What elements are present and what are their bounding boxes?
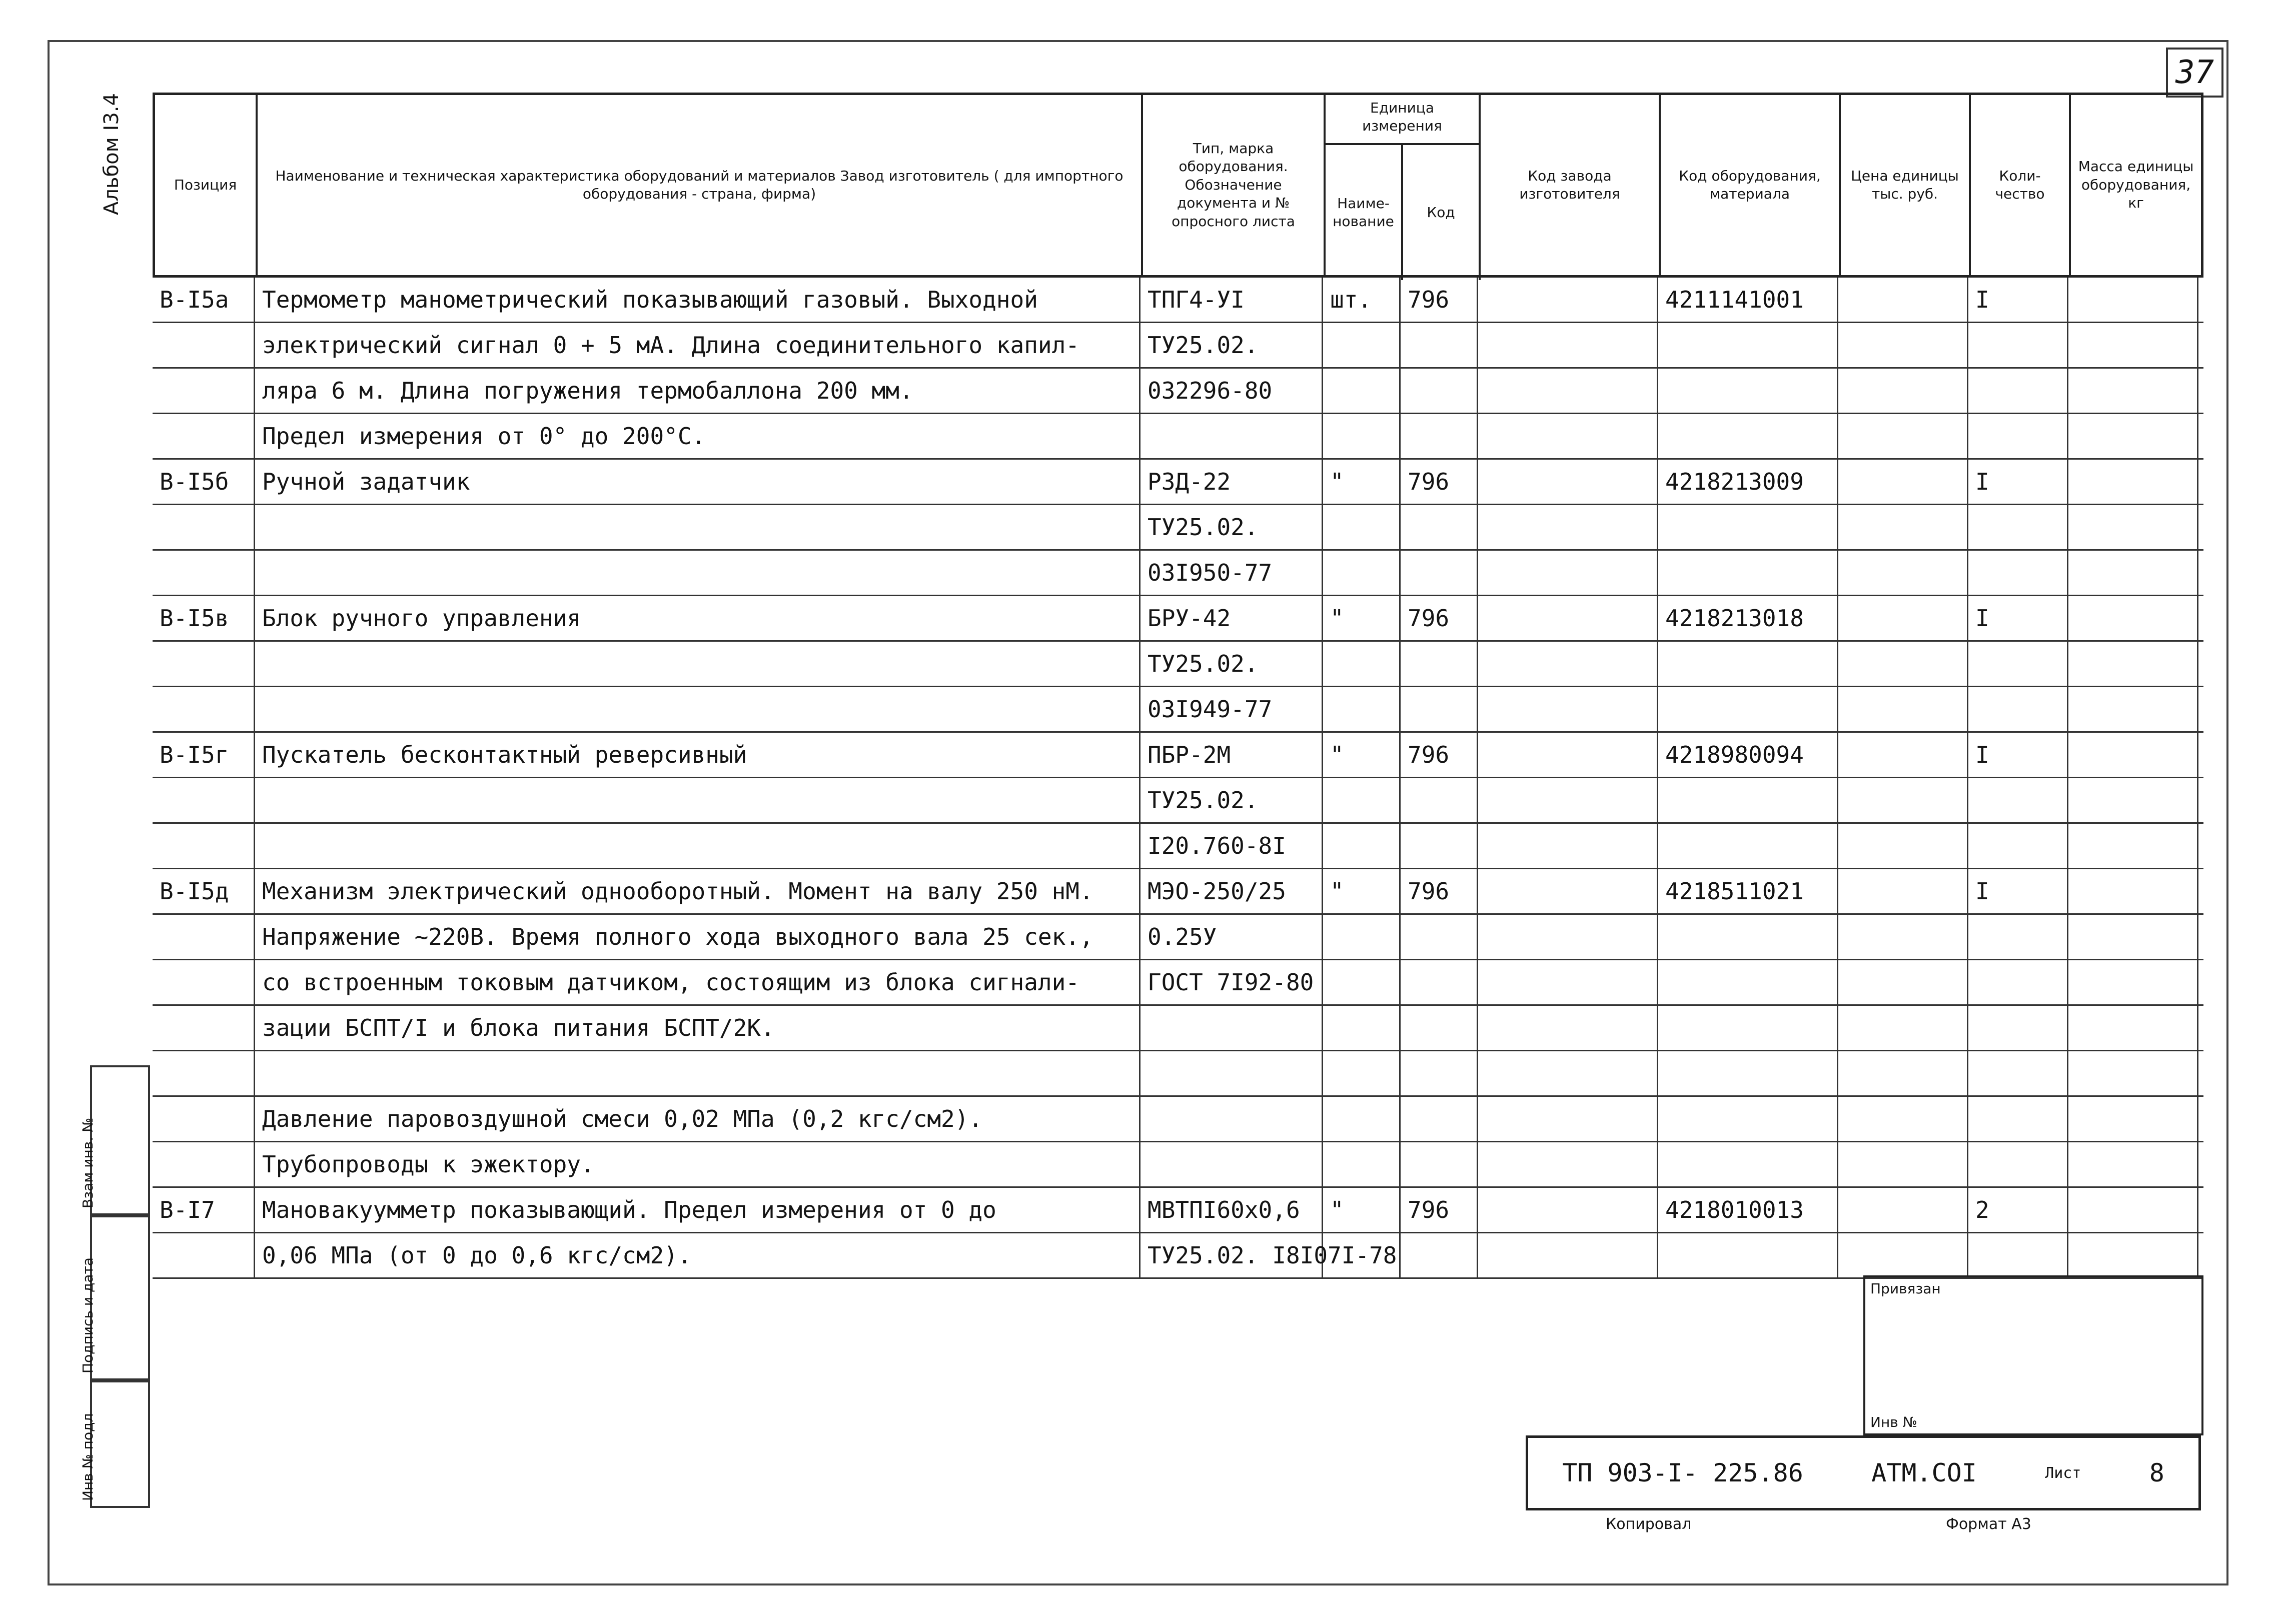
- cell-code: [1401, 323, 1478, 367]
- cell-type: РЗД-22: [1141, 460, 1323, 504]
- cell-equip: 4218213018: [1658, 596, 1838, 640]
- cell-mass: [2068, 1006, 2198, 1050]
- cell-price: [1838, 1233, 1968, 1277]
- cell-mass: [2068, 369, 2198, 413]
- cell-type: 03I950-77: [1141, 551, 1323, 595]
- cell-unit: шт.: [1323, 278, 1401, 322]
- footer-format: Формат А3: [1946, 1515, 2031, 1533]
- sheet-value: 8: [2149, 1458, 2164, 1487]
- cell-qty: [1968, 642, 2068, 686]
- cell-qty: [1968, 778, 2068, 822]
- cell-unit: [1323, 960, 1401, 1004]
- cell-mass: [2068, 1142, 2198, 1186]
- cell-maker: [1478, 915, 1658, 959]
- cell-qty: [1968, 1142, 2068, 1186]
- cell-mass: [2068, 278, 2198, 322]
- cell-equip: [1658, 1233, 1838, 1277]
- cell-qty: [1968, 551, 2068, 595]
- cell-type: ТУ25.02.: [1141, 778, 1323, 822]
- cell-name: со встроенным токовым датчиком, состоящим из блока сигнали-: [255, 960, 1141, 1004]
- side-field-inventory: Инв № подл: [90, 1380, 150, 1508]
- cell-pos: В-I5в: [153, 596, 255, 640]
- cell-code: 796: [1401, 596, 1478, 640]
- cell-unit: ": [1323, 596, 1401, 640]
- cell-qty: [1968, 960, 2068, 1004]
- cell-qty: [1968, 414, 2068, 458]
- table-row: [153, 1142, 2203, 1188]
- cell-name: 0,06 МПа (от 0 до 0,6 кгс/см2).: [255, 1233, 1141, 1277]
- cell-maker: [1478, 687, 1658, 731]
- cell-mass: [2068, 596, 2198, 640]
- cell-equip: 4211141001: [1658, 278, 1838, 322]
- cell-price: [1838, 323, 1968, 367]
- cell-qty: I: [1968, 733, 2068, 777]
- cell-price: [1838, 1006, 1968, 1050]
- cell-unit: ": [1323, 869, 1401, 913]
- cell-pos: В-I5г: [153, 733, 255, 777]
- cell-equip: [1658, 778, 1838, 822]
- table-row: [153, 778, 2203, 824]
- cell-maker: [1478, 460, 1658, 504]
- table-row: [153, 1006, 2203, 1051]
- cell-code: [1401, 642, 1478, 686]
- table-row: [153, 414, 2203, 460]
- header-price: Цена единицы тыс. руб.: [1841, 95, 1971, 275]
- cell-code: [1401, 1233, 1478, 1277]
- side-field-signature: Подпись и дата: [90, 1215, 150, 1380]
- cell-maker: [1478, 323, 1658, 367]
- cell-pos: [153, 414, 255, 458]
- header-qty: Коли-чество: [1971, 95, 2071, 275]
- cell-equip: [1658, 1051, 1838, 1095]
- header-equip-code: Код оборудования, материала: [1661, 95, 1841, 275]
- table-row: [153, 869, 2203, 915]
- cell-maker: [1478, 1188, 1658, 1232]
- cell-price: [1838, 1051, 1968, 1095]
- cell-unit: [1323, 1006, 1401, 1050]
- cell-code: [1401, 778, 1478, 822]
- header-unit-group: Единица измерения: [1326, 95, 1481, 145]
- cell-pos: [153, 505, 255, 549]
- table-row: [153, 278, 2203, 323]
- cell-qty: [1968, 1051, 2068, 1095]
- cell-name: [255, 642, 1141, 686]
- cell-name: [255, 778, 1141, 822]
- cell-qty: [1968, 824, 2068, 868]
- cell-unit: [1323, 369, 1401, 413]
- cell-unit: [1323, 1097, 1401, 1141]
- cell-code: [1401, 687, 1478, 731]
- cell-code: [1401, 824, 1478, 868]
- cell-unit: [1323, 551, 1401, 595]
- cell-qty: [1968, 1006, 2068, 1050]
- cell-price: [1838, 915, 1968, 959]
- cell-type: 03I949-77: [1141, 687, 1323, 731]
- cell-qty: [1968, 1097, 2068, 1141]
- cell-unit: [1323, 1233, 1401, 1277]
- cell-pos: [153, 687, 255, 731]
- cell-price: [1838, 460, 1968, 504]
- cell-maker: [1478, 369, 1658, 413]
- cell-qty: I: [1968, 869, 2068, 913]
- cell-type: [1141, 1097, 1323, 1141]
- cell-mass: [2068, 869, 2198, 913]
- document-number: ТП 903-I- 225.86: [1562, 1458, 1803, 1487]
- table-header: [153, 93, 2203, 278]
- side-field-replaced: Взам инв. №: [90, 1065, 150, 1215]
- binding-title: Привязан: [1870, 1280, 1941, 1297]
- cell-mass: [2068, 414, 2198, 458]
- cell-unit: ": [1323, 733, 1401, 777]
- cell-equip: [1658, 505, 1838, 549]
- cell-price: [1838, 1188, 1968, 1232]
- table-row: [153, 460, 2203, 505]
- cell-mass: [2068, 323, 2198, 367]
- cell-name: Мановакуумметр показывающий. Предел измерения от 0 до: [255, 1188, 1141, 1232]
- cell-price: [1838, 869, 1968, 913]
- cell-type: [1141, 414, 1323, 458]
- cell-price: [1838, 278, 1968, 322]
- cell-equip: [1658, 414, 1838, 458]
- table-row: [153, 1233, 2203, 1279]
- cell-pos: В-I5б: [153, 460, 255, 504]
- header-mass: Масса единицы оборудования, кг: [2078, 158, 2194, 212]
- cell-mass: [2068, 824, 2198, 868]
- cell-mass: [2068, 505, 2198, 549]
- cell-code: [1401, 1051, 1478, 1095]
- table-row: [153, 687, 2203, 733]
- cell-type: ТУ25.02. I8I07I-78: [1141, 1233, 1323, 1277]
- cell-mass: [2068, 551, 2198, 595]
- cell-unit: ": [1323, 1188, 1401, 1232]
- cell-mass: [2068, 960, 2198, 1004]
- cell-maker: [1478, 778, 1658, 822]
- table-row: [153, 369, 2203, 414]
- cell-name: Ручной задатчик: [255, 460, 1141, 504]
- cell-pos: [153, 642, 255, 686]
- cell-code: 796: [1401, 1188, 1478, 1232]
- header-type: Тип, марка оборудования. Обозначение документа и № опросного листа: [1143, 95, 1326, 275]
- cell-unit: [1323, 505, 1401, 549]
- cell-qty: I: [1968, 460, 2068, 504]
- cell-equip: [1658, 915, 1838, 959]
- cell-name: [255, 1051, 1141, 1095]
- cell-price: [1838, 778, 1968, 822]
- cell-equip: 4218980094: [1658, 733, 1838, 777]
- cell-pos: [153, 1233, 255, 1277]
- cell-code: 796: [1401, 460, 1478, 504]
- cell-type: [1141, 1006, 1323, 1050]
- cell-qty: I: [1968, 278, 2068, 322]
- cell-maker: [1478, 505, 1658, 549]
- cell-maker: [1478, 596, 1658, 640]
- cell-code: [1401, 960, 1478, 1004]
- cell-pos: [153, 1006, 255, 1050]
- cell-name: Трубопроводы к эжектору.: [255, 1142, 1141, 1186]
- table-row: [153, 1188, 2203, 1233]
- header-name: Наименование и техническая характеристика оборудований и материалов Завод изготовитель ( для импортного оборудования - страна, фирма): [258, 95, 1143, 275]
- cell-type: ТУ25.02.: [1141, 505, 1323, 549]
- cell-name: [255, 551, 1141, 595]
- cell-unit: [1323, 1142, 1401, 1186]
- cell-equip: [1658, 1142, 1838, 1186]
- cell-qty: [1968, 915, 2068, 959]
- cell-maker: [1478, 1097, 1658, 1141]
- cell-mass: [2068, 778, 2198, 822]
- cell-mass: [2068, 460, 2198, 504]
- cell-type: ТУ25.02.: [1141, 323, 1323, 367]
- cell-code: [1401, 915, 1478, 959]
- cell-unit: [1323, 414, 1401, 458]
- cell-price: [1838, 733, 1968, 777]
- cell-equip: [1658, 323, 1838, 367]
- cell-type: I20.760-8I: [1141, 824, 1323, 868]
- cell-mass: [2068, 1051, 2198, 1095]
- cell-maker: [1478, 278, 1658, 322]
- cell-name: Напряжение ~220В. Время полного хода выходного вала 25 сек.,: [255, 915, 1141, 959]
- cell-equip: 4218511021: [1658, 869, 1838, 913]
- header-position: Позиция: [155, 95, 258, 275]
- cell-equip: [1658, 551, 1838, 595]
- cell-price: [1838, 1142, 1968, 1186]
- cell-equip: 4218213009: [1658, 460, 1838, 504]
- cell-name: Пускатель бесконтактный реверсивный: [255, 733, 1141, 777]
- table-row: [153, 596, 2203, 642]
- cell-price: [1838, 824, 1968, 868]
- cell-name: [255, 824, 1141, 868]
- cell-type: [1141, 1051, 1323, 1095]
- cell-maker: [1478, 1006, 1658, 1050]
- cell-pos: [153, 960, 255, 1004]
- cell-pos: [153, 551, 255, 595]
- cell-mass: [2068, 1097, 2198, 1141]
- cell-type: ПБР-2М: [1141, 733, 1323, 777]
- cell-type: БРУ-42: [1141, 596, 1323, 640]
- cell-name: Термометр манометрический показывающий газовый. Выходной: [255, 278, 1141, 322]
- cell-pos: В-I7: [153, 1188, 255, 1232]
- cell-pos: В-I5а: [153, 278, 255, 322]
- cell-maker: [1478, 1051, 1658, 1095]
- document-code: АТМ.СОI: [1871, 1458, 1977, 1487]
- cell-code: [1401, 551, 1478, 595]
- cell-price: [1838, 642, 1968, 686]
- cell-code: [1401, 1097, 1478, 1141]
- cell-code: [1401, 1006, 1478, 1050]
- cell-maker: [1478, 960, 1658, 1004]
- cell-mass: [2068, 687, 2198, 731]
- cell-qty: [1968, 505, 2068, 549]
- album-label: Альбом I3.4: [100, 93, 123, 215]
- cell-unit: [1323, 778, 1401, 822]
- cell-code: [1401, 1142, 1478, 1186]
- cell-unit: [1323, 323, 1401, 367]
- cell-price: [1838, 505, 1968, 549]
- cell-qty: [1968, 323, 2068, 367]
- cell-unit: [1323, 642, 1401, 686]
- cell-code: 796: [1401, 278, 1478, 322]
- cell-mass: [2068, 733, 2198, 777]
- cell-unit: [1323, 1051, 1401, 1095]
- table-body: [153, 278, 2203, 1279]
- cell-equip: [1658, 369, 1838, 413]
- cell-price: [1838, 687, 1968, 731]
- cell-mass: [2068, 915, 2198, 959]
- cell-equip: [1658, 1097, 1838, 1141]
- header-maker-code: Код завода изготовителя: [1481, 95, 1661, 275]
- cell-name: электрический сигнал 0 + 5 мА. Длина соединительного капил-: [255, 323, 1141, 367]
- table-row: [153, 642, 2203, 687]
- cell-name: ляра 6 м. Длина погружения термобаллона 200 мм.: [255, 369, 1141, 413]
- cell-price: [1838, 414, 1968, 458]
- cell-maker: [1478, 733, 1658, 777]
- table-row: [153, 960, 2203, 1006]
- cell-unit: [1323, 687, 1401, 731]
- cell-name: [255, 505, 1141, 549]
- cell-type: 032296-80: [1141, 369, 1323, 413]
- cell-pos: [153, 369, 255, 413]
- cell-maker: [1478, 414, 1658, 458]
- footer-copied: Копировал: [1606, 1515, 1692, 1533]
- cell-pos: [153, 778, 255, 822]
- cell-type: МЭО-250/25: [1141, 869, 1323, 913]
- cell-type: МВТПI60х0,6: [1141, 1188, 1323, 1232]
- cell-code: [1401, 414, 1478, 458]
- table-row: [153, 733, 2203, 778]
- cell-maker: [1478, 551, 1658, 595]
- cell-unit: [1323, 824, 1401, 868]
- table-row: [153, 824, 2203, 869]
- cell-code: 796: [1401, 869, 1478, 913]
- cell-type: ТУ25.02.: [1141, 642, 1323, 686]
- cell-equip: [1658, 642, 1838, 686]
- cell-pos: [153, 323, 255, 367]
- cell-type: ГОСТ 7I92-80: [1141, 960, 1323, 1004]
- cell-unit: [1323, 915, 1401, 959]
- cell-type: ТПГ4-УI: [1141, 278, 1323, 322]
- cell-maker: [1478, 1142, 1658, 1186]
- cell-pos: [153, 1142, 255, 1186]
- cell-name: Блок ручного управления: [255, 596, 1141, 640]
- cell-code: [1401, 505, 1478, 549]
- cell-name: Давление паровоздушной смеси 0,02 МПа (0,2 кгс/см2).: [255, 1097, 1141, 1141]
- table-row: [153, 915, 2203, 960]
- cell-mass: [2068, 1233, 2198, 1277]
- cell-equip: [1658, 960, 1838, 1004]
- cell-qty: [1968, 369, 2068, 413]
- cell-name: Механизм электрический однооборотный. Момент на валу 250 нМ.: [255, 869, 1141, 913]
- cell-name: Предел измерения от 0° до 200°С.: [255, 414, 1141, 458]
- cell-price: [1838, 1097, 1968, 1141]
- cell-qty: [1968, 687, 2068, 731]
- cell-equip: [1658, 824, 1838, 868]
- cell-code: 796: [1401, 733, 1478, 777]
- header-unit-code: Код: [1403, 145, 1481, 280]
- cell-qty: I: [1968, 596, 2068, 640]
- cell-type: 0.25У: [1141, 915, 1323, 959]
- table-row: [153, 1051, 2203, 1097]
- cell-mass: [2068, 1188, 2198, 1232]
- binding-block: [1863, 1275, 2203, 1435]
- cell-price: [1838, 960, 1968, 1004]
- sheet-label: Лист: [2045, 1464, 2081, 1482]
- cell-equip: 4218010013: [1658, 1188, 1838, 1232]
- cell-price: [1838, 551, 1968, 595]
- table-row: [153, 323, 2203, 369]
- title-block: [1526, 1435, 2201, 1510]
- cell-code: [1401, 369, 1478, 413]
- cell-name: [255, 687, 1141, 731]
- table-row: [153, 551, 2203, 596]
- header-unit-name: Наиме-нование: [1326, 145, 1403, 280]
- cell-unit: ": [1323, 460, 1401, 504]
- cell-maker: [1478, 824, 1658, 868]
- cell-maker: [1478, 642, 1658, 686]
- cell-equip: [1658, 1006, 1838, 1050]
- cell-type: [1141, 1142, 1323, 1186]
- cell-maker: [1478, 1233, 1658, 1277]
- cell-pos: [153, 1051, 255, 1095]
- sheet-number: 37: [2166, 48, 2223, 98]
- cell-price: [1838, 369, 1968, 413]
- cell-qty: 2: [1968, 1188, 2068, 1232]
- cell-pos: [153, 915, 255, 959]
- cell-price: [1838, 596, 1968, 640]
- cell-pos: [153, 824, 255, 868]
- cell-name: зации БСПТ/I и блока питания БСПТ/2К.: [255, 1006, 1141, 1050]
- table-row: [153, 505, 2203, 551]
- cell-maker: [1478, 869, 1658, 913]
- cell-mass: [2068, 642, 2198, 686]
- binding-inv: Инв №: [1870, 1414, 1917, 1430]
- cell-pos: [153, 1097, 255, 1141]
- table-row: [153, 1097, 2203, 1142]
- cell-qty: [1968, 1233, 2068, 1277]
- cell-equip: [1658, 687, 1838, 731]
- cell-pos: В-I5д: [153, 869, 255, 913]
